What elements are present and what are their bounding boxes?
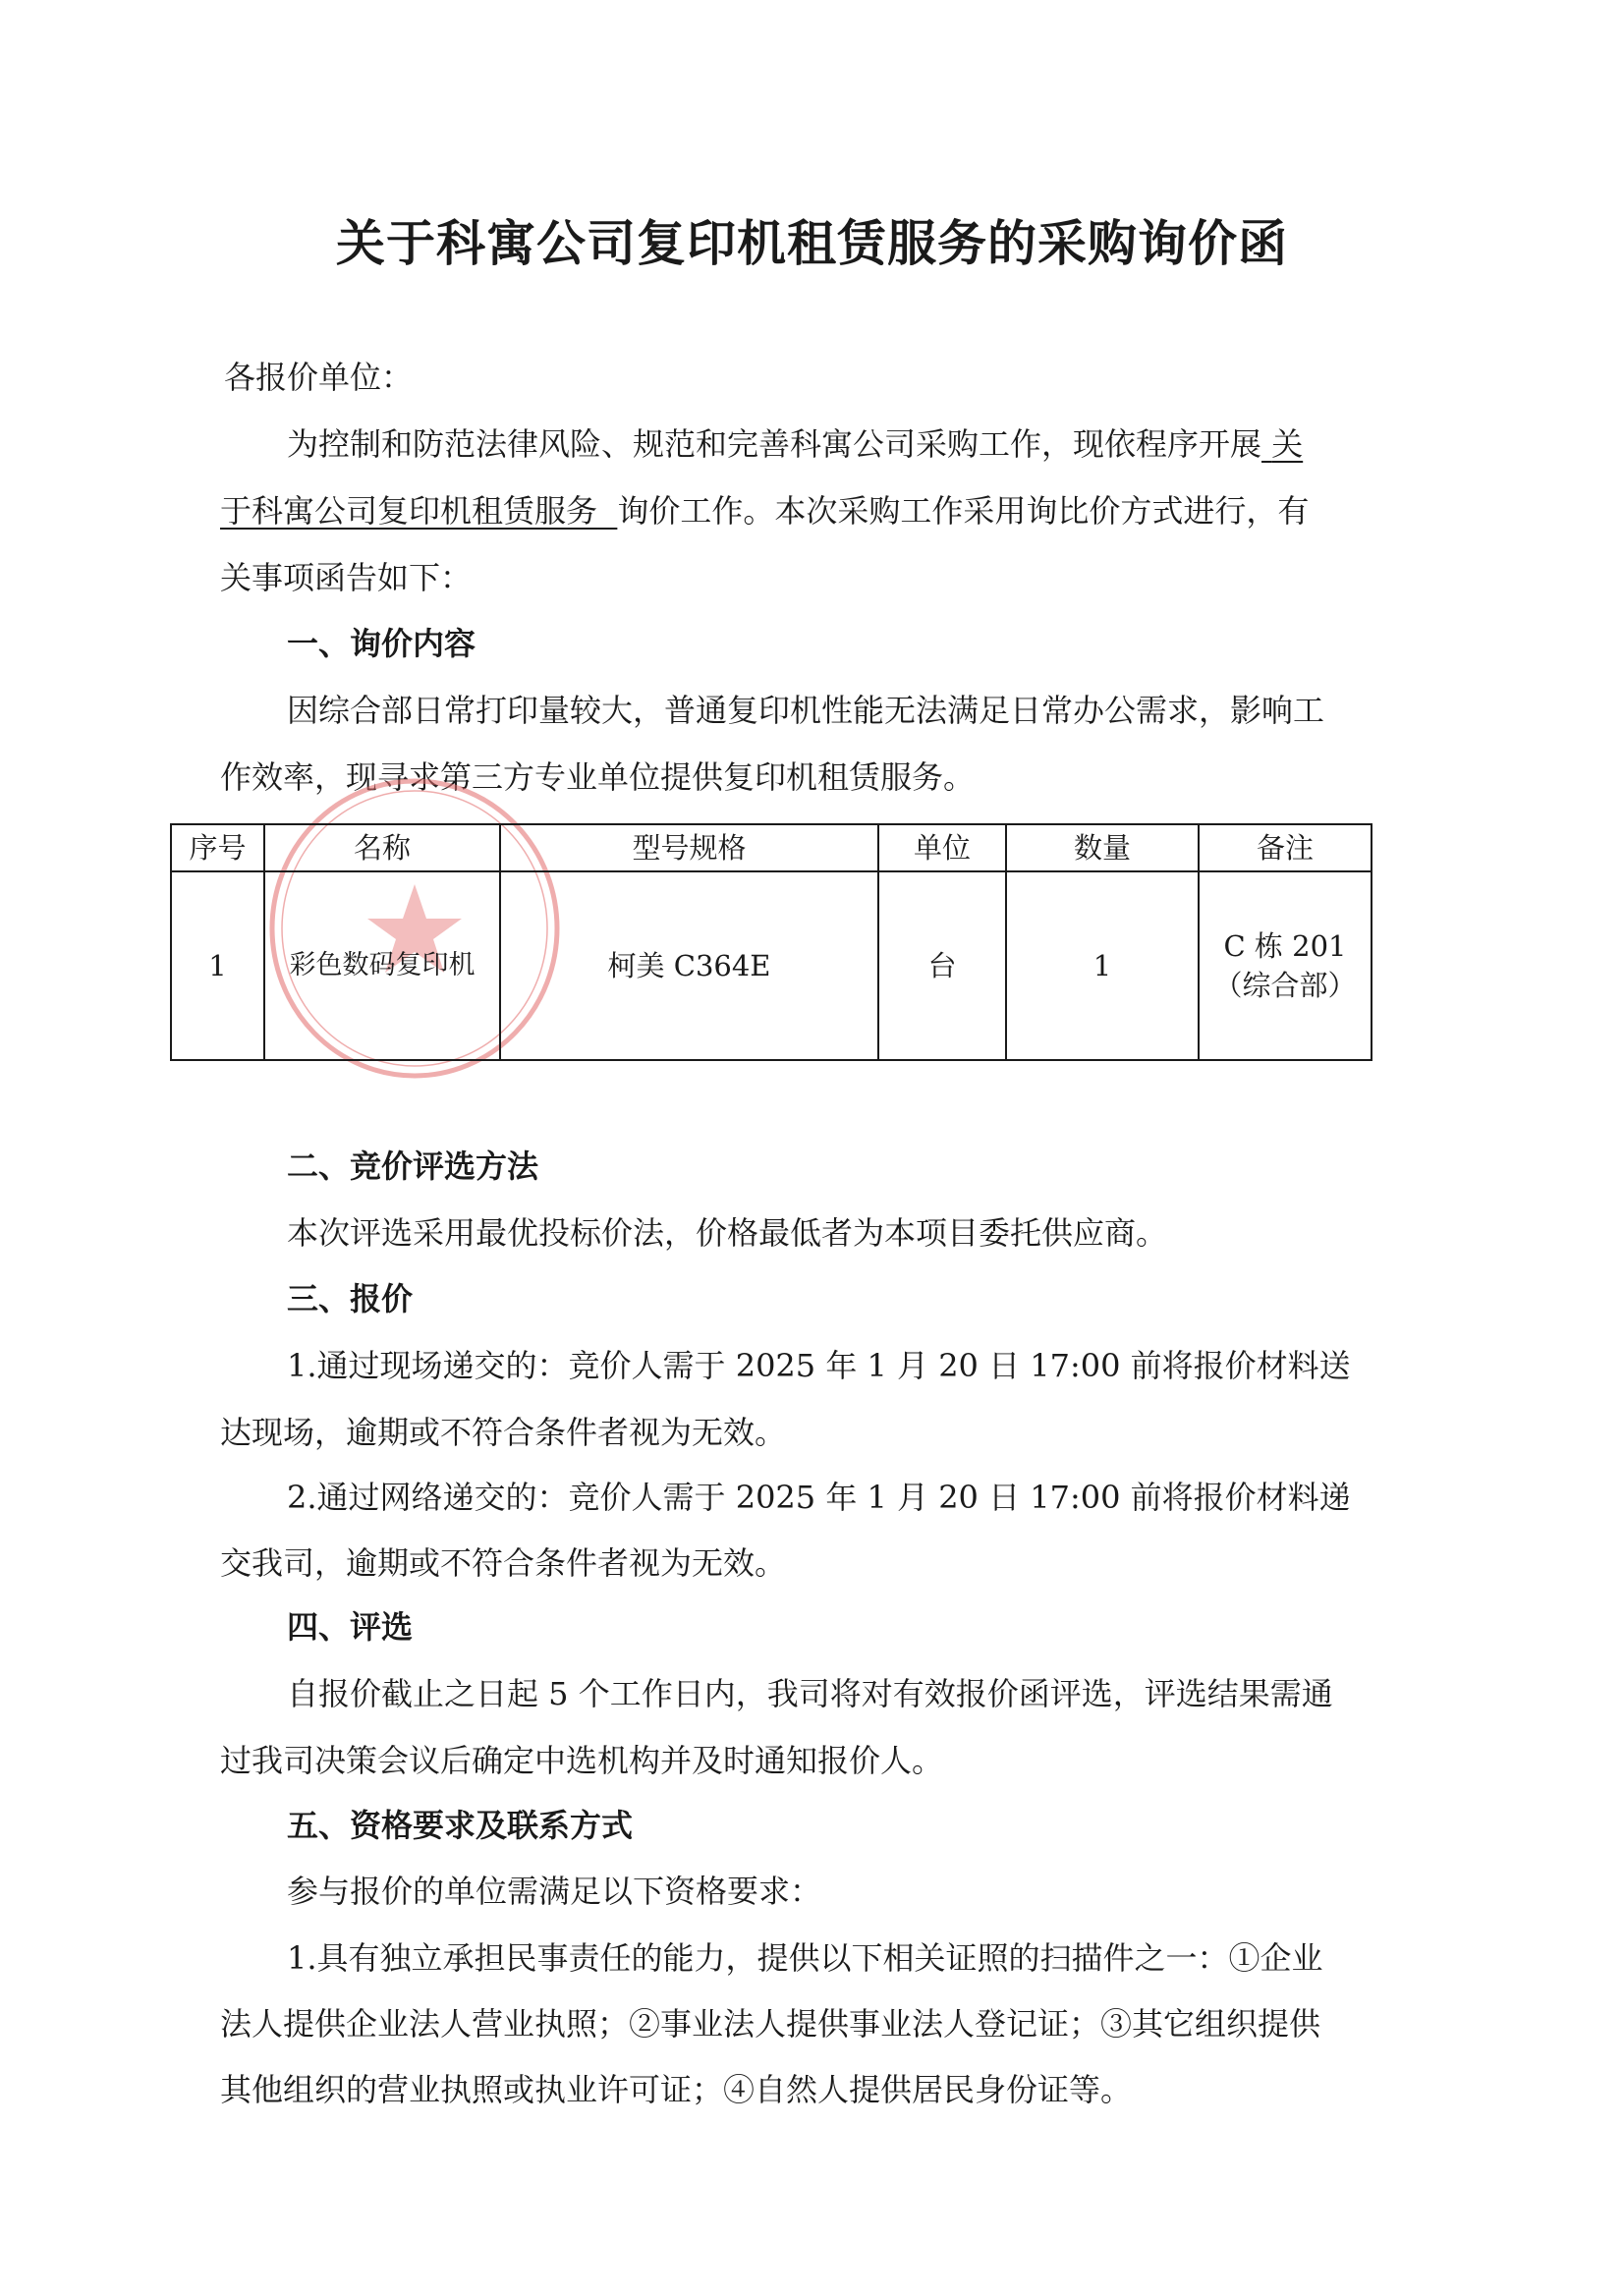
section-5-line-1: 参与报价的单位需满足以下资格要求： xyxy=(287,1873,822,1910)
section-1-line-1: 因综合部日常打印量较大，普通复印机性能无法满足日常办公需求，影响工 xyxy=(287,692,1325,729)
intro-line-1-text: 为控制和防范法律风险、规范和完善科寓公司采购工作，现依程序开展 xyxy=(287,425,1262,463)
section-5-item-1-line-2: 法人提供企业法人营业执照；②事业法人提供事业法人登记证；③其它组织提供 xyxy=(220,2005,1321,2043)
cell-remark xyxy=(1199,871,1372,1060)
section-1-heading: 一、询价内容 xyxy=(287,625,476,662)
table-row xyxy=(171,871,1372,1060)
table-header-model: 型号规格 xyxy=(500,824,878,871)
cell-index: 1 xyxy=(171,871,264,1060)
section-3-item-2-line-1: 2.通过网络递交的：竞价人需于 2025 年 1 月 20 日 17:00 前将报价材料递 xyxy=(287,1479,1351,1516)
salutation: 各报价单位： xyxy=(224,359,414,396)
cell-name: 彩色数码复印机 xyxy=(264,871,500,1060)
cell-unit: 台 xyxy=(878,871,1006,1060)
cell-remark-line-1: C 栋 201 xyxy=(1223,929,1347,963)
cell-remark-line-2: （综合部） xyxy=(1213,969,1357,1002)
section-5-heading: 五、资格要求及联系方式 xyxy=(287,1807,634,1844)
intro-project-name-start: 关 xyxy=(1271,425,1304,463)
cell-model: 柯美 C364E xyxy=(500,871,878,1060)
section-3-heading: 三、报价 xyxy=(287,1280,414,1317)
inquiry-table xyxy=(170,823,1372,1061)
table-header-quantity: 数量 xyxy=(1006,824,1199,871)
intro-line-1 xyxy=(287,424,1303,464)
table-header-index: 序号 xyxy=(171,824,264,871)
section-5-item-1-line-1: 1.具有独立承担民事责任的能力，提供以下相关证照的扫描件之一：①企业 xyxy=(287,1939,1323,1977)
intro-line-2 xyxy=(220,491,1309,531)
table-header-name: 名称 xyxy=(264,824,500,871)
section-4-line-2: 过我司决策会议后确定中选机构并及时通知报价人。 xyxy=(220,1742,944,1779)
section-5-item-1-line-3: 其他组织的营业执照或执业许可证；④自然人提供居民身份证等。 xyxy=(220,2071,1133,2108)
section-3-item-1-line-2: 达现场，逾期或不符合条件者视为无效。 xyxy=(220,1414,787,1451)
section-4-heading: 四、评选 xyxy=(287,1608,414,1646)
table-header-row xyxy=(171,824,1372,871)
section-1-line-2: 作效率，现寻求第三方专业单位提供复印机租赁服务。 xyxy=(220,758,976,796)
intro-line-3: 关事项函告如下： xyxy=(220,559,473,596)
cell-quantity: 1 xyxy=(1006,871,1199,1060)
intro-line-2-text: 询价工作。本次采购工作采用询比价方式进行，有 xyxy=(617,492,1310,530)
section-3-item-1-line-1: 1.通过现场递交的：竞价人需于 2025 年 1 月 20 日 17:00 前将报价材料送 xyxy=(287,1347,1351,1384)
section-3-item-2-line-2: 交我司，逾期或不符合条件者视为无效。 xyxy=(220,1544,787,1582)
section-2-line-1: 本次评选采用最优投标价法，价格最低者为本项目委托供应商。 xyxy=(287,1214,1168,1252)
table-header-unit: 单位 xyxy=(878,824,1006,871)
document-title: 关于科寓公司复印机租赁服务的采购询价函 xyxy=(336,215,1288,272)
table-header-remark: 备注 xyxy=(1199,824,1372,871)
section-4-line-1: 自报价截止之日起 5 个工作日内，我司将对有效报价函评选，评选结果需通 xyxy=(287,1675,1333,1712)
section-2-heading: 二、竞价评选方法 xyxy=(287,1148,539,1185)
intro-project-name-end: 于科寓公司复印机租赁服务 xyxy=(220,492,598,530)
